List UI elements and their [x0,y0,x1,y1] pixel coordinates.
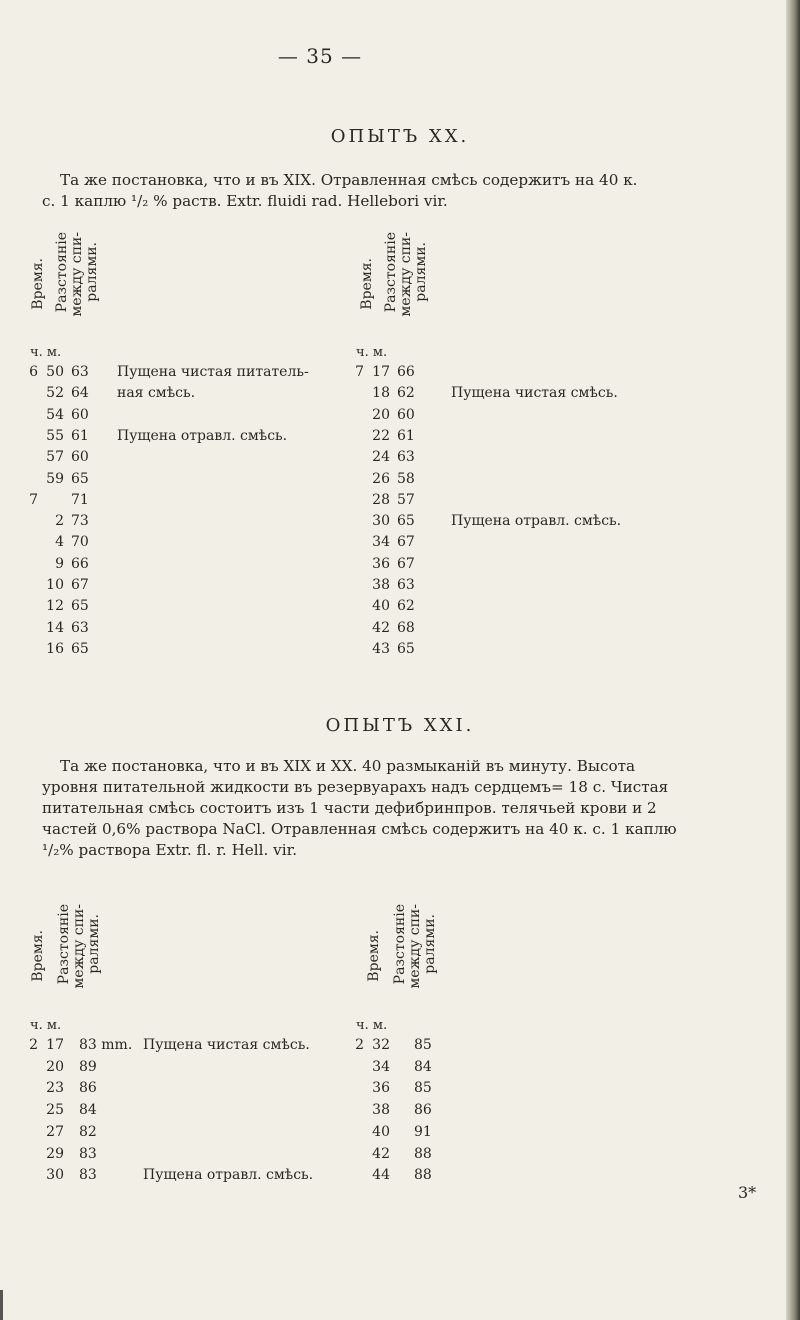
exp21-intro-line-1: Та же постановка, что и въ XIX и XX. 40 размыканій въ минуту. Высота [60,757,636,775]
time-minute: 34 [372,534,390,551]
exp21-left-unit: ч. м. [30,1018,62,1033]
table-note: Пущена отравл. смѣсь. [451,513,622,530]
time-minute: 28 [372,491,390,508]
distance-value: 85 [414,1080,432,1097]
distance-value: 88 [414,1145,432,1162]
distance-value: 83 [79,1167,97,1184]
exp20-right-dist-header-2: между спи- [398,232,414,317]
distance-value: 91 [414,1123,432,1140]
time-minute: 43 [372,640,390,657]
distance-value: 84 [414,1058,432,1075]
distance-value: 84 [79,1102,97,1119]
exp20-left-time-header: Время. [30,258,46,310]
distance-value: 66 [71,555,89,572]
exp20-right-dist-header-1: Разстояніе [383,232,399,313]
distance-value: 63 [397,449,415,466]
exp21-right-unit: ч. м. [356,1018,388,1033]
time-minute: 23 [46,1080,64,1097]
distance-value: 83 [79,1145,97,1162]
time-minute: 10 [46,577,64,593]
exp20-left-dist-header-3: ралями. [84,242,100,302]
time-minute: 40 [372,598,390,615]
exp20-left-unit: ч. м. [30,345,62,360]
distance-value: 65 [71,470,89,487]
time-minute: 25 [46,1102,64,1119]
time-hour: 2 [355,1037,364,1053]
exp21-intro-line-2: уровня питательной жидкости въ резервуарахъ надъ сердцемъ= 18 с. Чистая [42,778,669,796]
exp20-left-dist-header-1: Разстояніе [54,232,70,313]
table-note: Пущена отравл. смѣсь. [117,427,288,444]
time-minute: 42 [372,1145,390,1162]
time-minute: 52 [46,385,64,402]
time-minute: 17 [372,364,390,380]
time-minute: 22 [372,427,390,444]
time-minute: 18 [372,385,390,402]
exp21-right-time-header: Время. [366,930,382,982]
distance-value: 62 [397,385,415,402]
time-minute: 16 [46,640,64,657]
distance-value: 67 [397,555,415,572]
distance-value: 57 [397,491,415,508]
time-minute: 36 [372,1080,390,1097]
table-note: Пущена отравл. смѣсь. [143,1167,314,1184]
time-minute: 17 [46,1037,64,1053]
distance-value: 83 mm. [79,1037,133,1053]
exp21-left-time-header: Время. [30,930,46,982]
distance-value: 70 [71,534,89,551]
time-hour: 7 [355,364,364,380]
time-minute: 14 [46,619,64,636]
distance-value: 65 [397,640,415,657]
distance-value: 60 [397,406,415,423]
exp20-right-dist-header-3: ралями. [413,242,429,302]
exp21-intro-line-3: питательная смѣсь состоитъ изъ 1 части дефибринпров. телячьей крови и 2 [42,799,657,817]
table-note: Пущена чистая питатель- [117,364,309,380]
distance-value: 68 [397,619,415,636]
time-hour: 2 [29,1037,38,1053]
time-minute: 59 [46,470,64,487]
time-minute: 30 [46,1167,64,1184]
time-minute: 57 [46,449,64,466]
exp20-right-unit: ч. м. [356,345,388,360]
left-edge-mark [0,1290,3,1320]
distance-value: 63 [71,364,89,380]
time-minute: 2 [55,513,64,530]
time-minute: 4 [55,534,64,551]
table-note: Пущена чистая смѣсь. [143,1037,310,1053]
time-minute: 34 [372,1058,390,1075]
exp20-intro-line-2: с. 1 каплю ¹/₂ % раств. Extr. fluidi rad. Hellebori vir. [42,192,448,210]
time-minute: 26 [372,470,390,487]
exp21-title: ОПЫТЪ XXI. [325,715,475,736]
distance-value: 58 [397,470,415,487]
distance-value: 82 [79,1123,97,1140]
page-number: — 35 — [277,44,363,68]
page-edge-shadow [786,0,800,1320]
exp20-intro-line-1: Та же постановка, что и въ XIX. Отравленная смѣсь содержитъ на 40 к. [60,171,638,189]
time-minute: 12 [46,598,64,615]
distance-value: 71 [71,491,89,508]
time-minute: 24 [372,449,390,466]
distance-value: 65 [71,640,89,657]
exp21-right-dist-header-2: между спи- [407,904,423,989]
time-minute: 38 [372,577,390,593]
time-minute: 32 [372,1037,390,1053]
distance-value: 73 [71,513,89,530]
distance-value: 60 [71,449,89,466]
distance-value: 62 [397,598,415,615]
time-minute: 40 [372,1123,390,1140]
time-minute: 20 [372,406,390,423]
exp21-right-dist-header-3: ралями. [422,914,438,974]
distance-value: 65 [71,598,89,615]
time-minute: 20 [46,1058,64,1075]
distance-value: 85 [414,1037,432,1053]
time-minute: 30 [372,513,390,530]
time-minute: 42 [372,619,390,636]
distance-value: 64 [71,385,89,402]
time-minute: 36 [372,555,390,572]
distance-value: 67 [397,534,415,551]
exp20-right-time-header: Время. [359,258,375,310]
exp21-left-dist-header-3: ралями. [86,914,102,974]
exp21-intro-line-4: частей 0,6% раствора NaCl. Отравленная смѣсь содержитъ на 40 к. с. 1 каплю [42,820,677,838]
distance-value: 65 [397,513,415,530]
table-note: Пущена чистая смѣсь. [451,385,618,402]
distance-value: 67 [71,577,89,593]
exp21-left-dist-header-1: Разстояніе [56,904,72,985]
distance-value: 86 [414,1102,432,1119]
exp21-left-dist-header-2: между спи- [71,904,87,989]
time-minute: 9 [55,555,64,572]
distance-value: 61 [71,427,89,444]
time-hour: 6 [29,364,38,380]
distance-value: 86 [79,1080,97,1097]
table-note: ная смѣсь. [117,385,196,402]
time-minute: 50 [46,364,64,380]
time-minute: 29 [46,1145,64,1162]
exp21-right-dist-header-1: Разстояніе [392,904,408,985]
distance-value: 66 [397,364,415,380]
exp20-title: ОПЫТЪ XX. [330,126,470,147]
distance-value: 88 [414,1167,432,1184]
time-minute: 38 [372,1102,390,1119]
distance-value: 63 [397,577,415,593]
distance-value: 89 [79,1058,97,1075]
time-minute: 54 [46,406,64,423]
distance-value: 63 [71,619,89,636]
time-hour: 7 [29,491,38,508]
time-minute: 44 [372,1167,390,1184]
time-minute: 27 [46,1123,64,1140]
distance-value: 60 [71,406,89,423]
distance-value: 61 [397,427,415,444]
exp20-left-dist-header-2: между спи- [69,232,85,317]
time-minute: 55 [46,427,64,444]
exp21-intro-line-5: ¹/₂% раствора Extr. fl. r. Hell. vir. [42,841,298,859]
signature-mark: 3* [738,1183,757,1202]
